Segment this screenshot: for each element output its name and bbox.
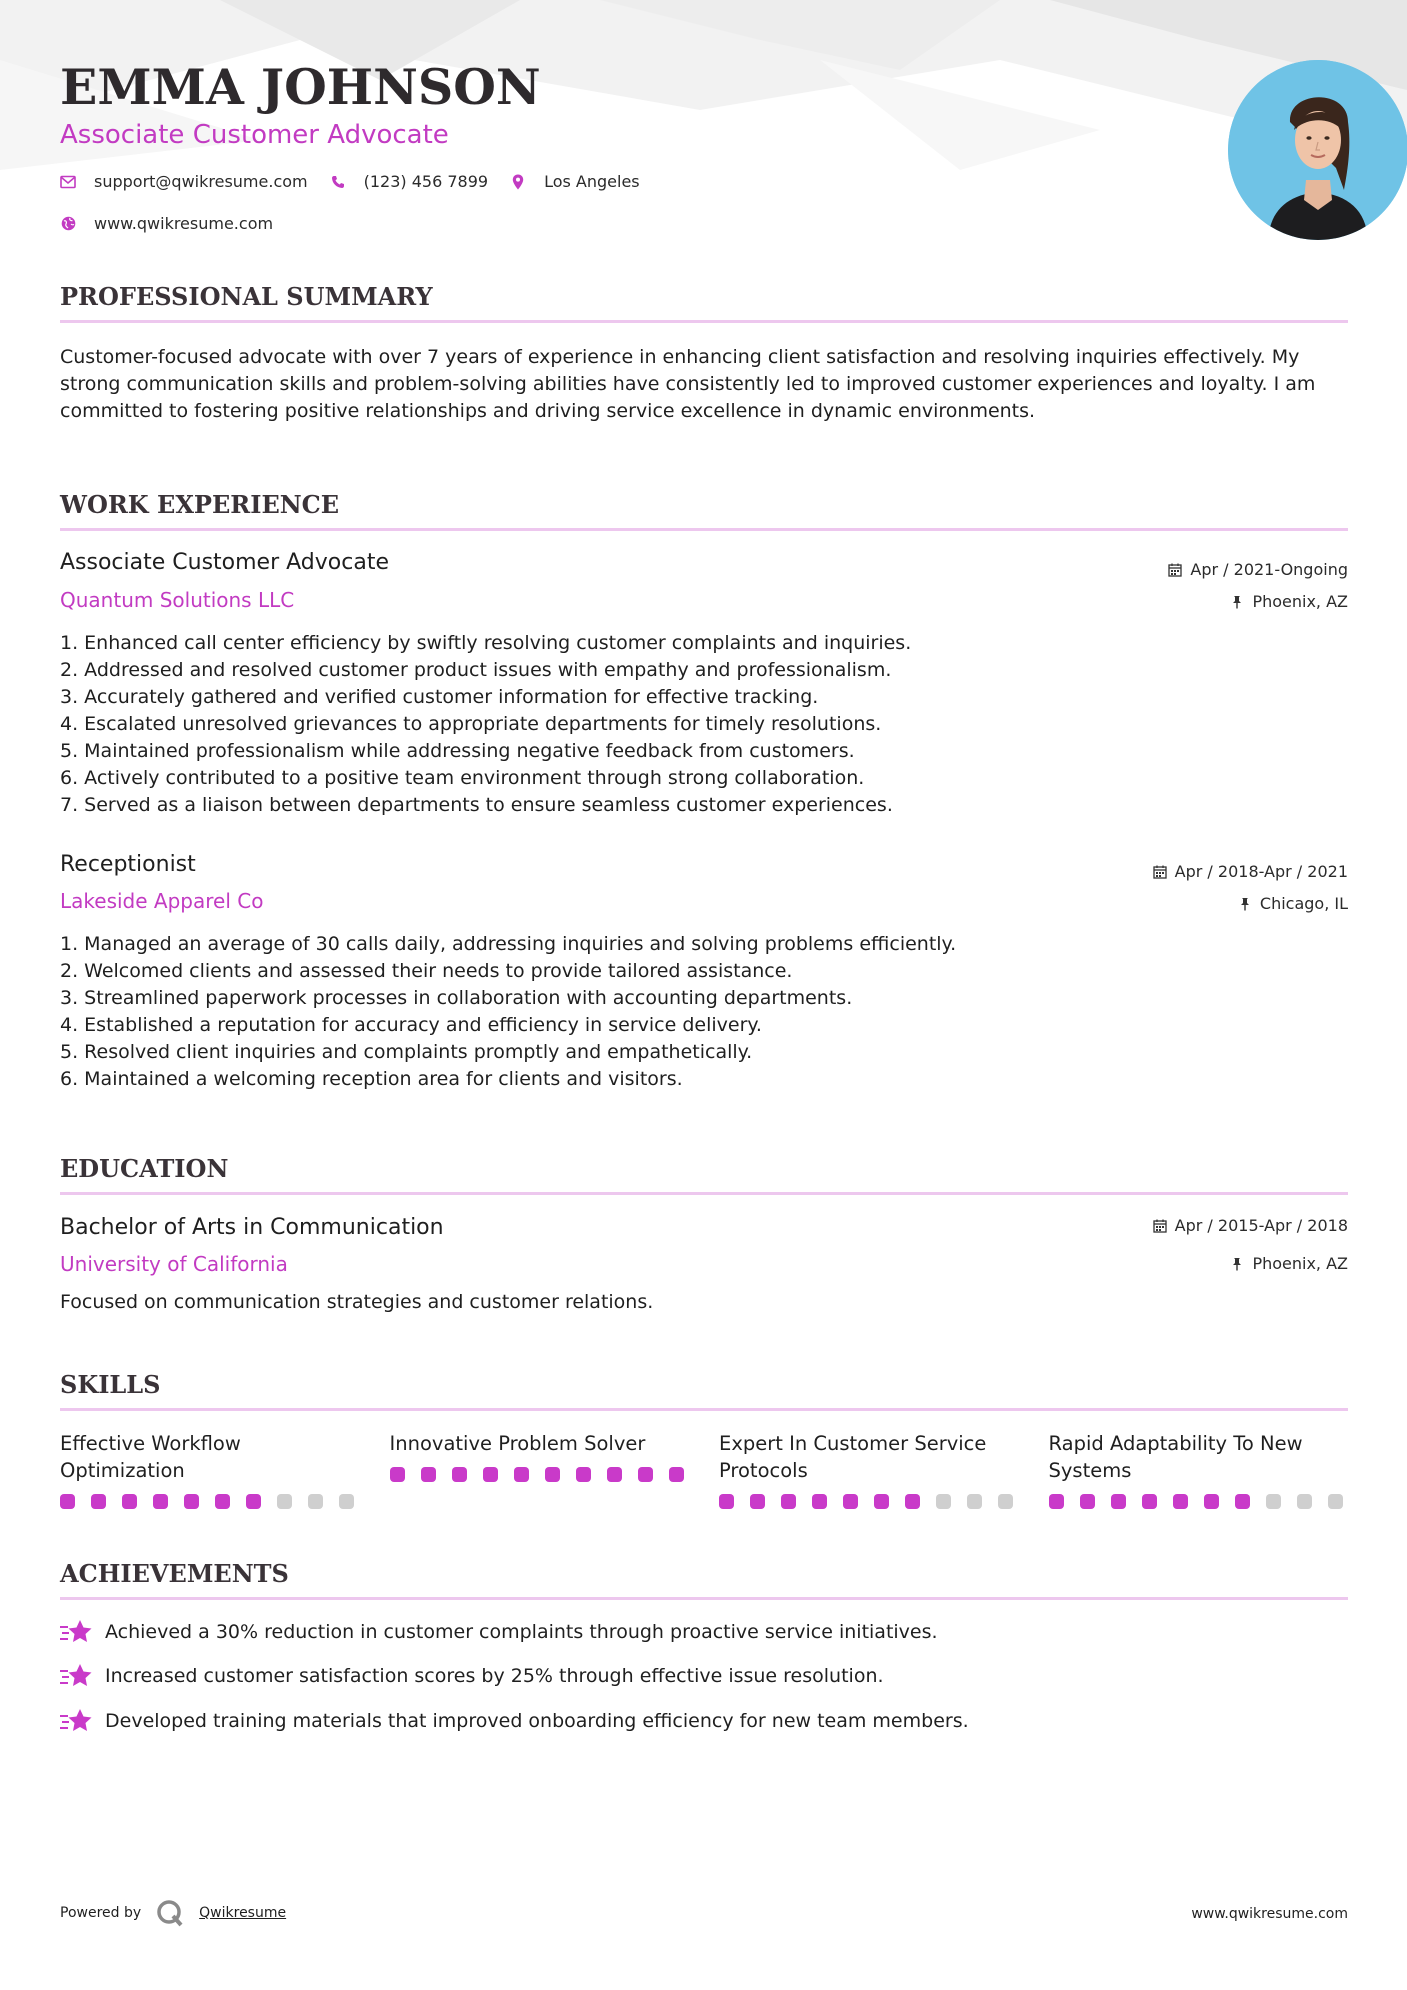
education-location xyxy=(1230,1254,1348,1273)
profile-photo xyxy=(1228,60,1407,240)
rating-dot-filled xyxy=(669,1467,684,1482)
skill-item xyxy=(1049,1430,1349,1530)
list-item: 3. Streamlined paperwork processes in collaboration with accounting departments. xyxy=(60,987,853,1009)
education-dates-text: Apr / 2015-Apr / 2018 xyxy=(1174,1216,1348,1235)
rating-dot-filled xyxy=(1173,1494,1188,1509)
list-item: 2. Welcomed clients and assessed their needs to provide tailored assistance. xyxy=(60,960,793,982)
rating-dot-empty xyxy=(936,1494,951,1509)
achievement-text: Developed training materials that improved onboarding efficiency for new team members. xyxy=(105,1710,969,1732)
rating-dot-filled xyxy=(905,1494,920,1509)
rating-dot-empty xyxy=(1297,1494,1312,1509)
footer-powered-by xyxy=(60,1898,286,1928)
powered-by-label: Powered by xyxy=(60,1905,142,1921)
rating-dot-filled xyxy=(122,1494,137,1509)
job-company: Lakeside Apparel Co xyxy=(60,889,264,913)
education-degree: Bachelor of Arts in Communication xyxy=(60,1215,444,1240)
email-text: support@qwikresume.com xyxy=(94,172,308,191)
skill-item xyxy=(719,1430,1019,1530)
rating-dot-filled xyxy=(607,1467,622,1482)
list-item: 7. Served as a liaison between departments to ensure seamless customer experiences. xyxy=(60,794,893,816)
rating-dot-filled xyxy=(1080,1494,1095,1509)
header-background-shapes xyxy=(0,0,1407,300)
phone-icon xyxy=(330,174,346,190)
skill-rating xyxy=(719,1494,1013,1509)
achievements-divider xyxy=(60,1597,1348,1600)
calendar-icon xyxy=(1168,563,1182,577)
rating-dot-filled xyxy=(1235,1494,1250,1509)
rating-dot-filled xyxy=(60,1494,75,1509)
rating-dot-empty xyxy=(277,1494,292,1509)
list-item: 5. Resolved client inquiries and complaints promptly and empathetically. xyxy=(60,1041,753,1063)
pushpin-icon xyxy=(1230,1257,1244,1271)
achievement-item xyxy=(60,1662,884,1690)
rating-dot-filled xyxy=(215,1494,230,1509)
achievement-text: Increased customer satisfaction scores by 25% through effective issue resolution. xyxy=(105,1665,884,1687)
skill-name: Innovative Problem Solver xyxy=(389,1432,646,1455)
job-location-text: Phoenix, AZ xyxy=(1252,592,1348,611)
rating-dot-filled xyxy=(843,1494,858,1509)
rating-dot-filled xyxy=(719,1494,734,1509)
star-icon xyxy=(60,1662,92,1690)
star-icon xyxy=(60,1618,92,1646)
list-item: 4. Established a reputation for accuracy and efficiency in service delivery. xyxy=(60,1014,762,1036)
job-title: Receptionist xyxy=(60,852,196,877)
skill-item xyxy=(390,1430,690,1530)
rating-dot-filled xyxy=(1204,1494,1219,1509)
rating-dot-empty xyxy=(967,1494,982,1509)
website-text: www.qwikresume.com xyxy=(94,214,274,233)
rating-dot-filled xyxy=(390,1467,405,1482)
rating-dot-filled xyxy=(750,1494,765,1509)
list-item: 6. Actively contributed to a positive team environment through strong collaboration. xyxy=(60,767,865,789)
list-item: 3. Accurately gathered and verified customer information for effective tracking. xyxy=(60,686,819,708)
education-divider xyxy=(60,1192,1348,1195)
job-dates xyxy=(1168,560,1348,579)
rating-dot-filled xyxy=(812,1494,827,1509)
rating-dot-filled xyxy=(153,1494,168,1509)
rating-dot-filled xyxy=(576,1467,591,1482)
list-item: 4. Escalated unresolved grievances to appropriate departments for timely resolutions. xyxy=(60,713,882,735)
summary-text: Customer-focused advocate with over 7 years of experience in enhancing client satisfaction and resolving inquiries effectively. My strong communication skills and problem-solving abilities have consistently led to improved customer experiences and loyalty. I am committed to fostering positive relationships and driving service excellence in dynamic environments. xyxy=(60,346,1316,422)
skill-rating xyxy=(60,1494,354,1509)
rating-dot-filled xyxy=(1142,1494,1157,1509)
contact-email[interactable] xyxy=(60,172,308,191)
calendar-icon xyxy=(1153,865,1167,879)
contact-row-secondary xyxy=(60,214,295,233)
rating-dot-filled xyxy=(545,1467,560,1482)
rating-dot-filled xyxy=(514,1467,529,1482)
summary-divider xyxy=(60,320,1348,323)
job-dates-text: Apr / 2018-Apr / 2021 xyxy=(1174,862,1348,881)
achievement-text: Achieved a 30% reduction in customer complaints through proactive service initiatives. xyxy=(105,1621,938,1643)
skill-rating xyxy=(1049,1494,1343,1509)
calendar-icon xyxy=(1153,1219,1167,1233)
pushpin-icon xyxy=(1230,595,1244,609)
list-item: 5. Maintained professionalism while addressing negative feedback from customers. xyxy=(60,740,855,762)
envelope-icon xyxy=(60,174,76,190)
skill-rating xyxy=(390,1467,684,1482)
job-location-text: Chicago, IL xyxy=(1259,894,1348,913)
experience-heading: WORK EXPERIENCE xyxy=(60,490,340,519)
skill-name: Expert In Customer Service Protocols xyxy=(719,1432,987,1482)
rating-dot-empty xyxy=(339,1494,354,1509)
contact-location xyxy=(510,172,640,191)
candidate-name: EMMA JOHNSON xyxy=(60,58,541,116)
list-item: 1. Enhanced call center efficiency by swiftly resolving customer complaints and inquiries. xyxy=(60,632,912,654)
experience-divider xyxy=(60,528,1348,531)
rating-dot-empty xyxy=(1266,1494,1281,1509)
rating-dot-filled xyxy=(483,1467,498,1482)
rating-dot-filled xyxy=(781,1494,796,1509)
skill-item xyxy=(60,1430,360,1530)
map-pin-icon xyxy=(510,174,526,190)
job-bullet-list xyxy=(60,931,1348,1093)
rating-dot-filled xyxy=(184,1494,199,1509)
rating-dot-filled xyxy=(246,1494,261,1509)
skill-name: Rapid Adaptability To New Systems xyxy=(1048,1432,1303,1482)
rating-dot-filled xyxy=(1049,1494,1064,1509)
star-icon xyxy=(60,1707,92,1735)
achievement-item xyxy=(60,1707,969,1735)
summary-heading: PROFESSIONAL SUMMARY xyxy=(60,282,433,311)
rating-dot-empty xyxy=(1328,1494,1343,1509)
contact-row-primary xyxy=(60,172,662,191)
rating-dot-filled xyxy=(91,1494,106,1509)
rating-dot-filled xyxy=(874,1494,889,1509)
list-item: 6. Maintained a welcoming reception area for clients and visitors. xyxy=(60,1068,683,1090)
contact-website[interactable] xyxy=(60,214,273,233)
pushpin-icon xyxy=(1238,897,1252,911)
skill-name: Effective Workflow Optimization xyxy=(60,1432,241,1482)
list-item: 2. Addressed and resolved customer product issues with empathy and professionalism. xyxy=(60,659,892,681)
job-location xyxy=(1230,592,1348,611)
education-heading: EDUCATION xyxy=(60,1154,229,1183)
rating-dot-filled xyxy=(421,1467,436,1482)
skills-grid xyxy=(60,1430,1348,1530)
rating-dot-filled xyxy=(1111,1494,1126,1509)
candidate-title: Associate Customer Advocate xyxy=(60,120,449,150)
education-description: Focused on communication strategies and customer relations. xyxy=(60,1291,654,1313)
achievements-heading: ACHIEVEMENTS xyxy=(60,1559,289,1588)
qwikresume-logo-icon xyxy=(155,1898,185,1928)
rating-dot-empty xyxy=(308,1494,323,1509)
footer-website[interactable]: www.qwikresume.com xyxy=(1191,1906,1348,1922)
rating-dot-empty xyxy=(998,1494,1013,1509)
education-location-text: Phoenix, AZ xyxy=(1252,1254,1348,1273)
job-location xyxy=(1238,894,1348,913)
list-item: 1. Managed an average of 30 calls daily, addressing inquiries and solving problems efficiently. xyxy=(60,933,957,955)
location-text: Los Angeles xyxy=(544,172,640,191)
skills-divider xyxy=(60,1408,1348,1411)
skills-heading: SKILLS xyxy=(60,1370,161,1399)
job-dates xyxy=(1153,862,1348,881)
contact-phone[interactable] xyxy=(330,172,488,191)
phone-text: (123) 456 7899 xyxy=(363,172,489,191)
job-bullet-list xyxy=(60,630,1348,819)
job-title: Associate Customer Advocate xyxy=(60,550,389,575)
rating-dot-filled xyxy=(452,1467,467,1482)
globe-icon xyxy=(60,216,76,232)
rating-dot-filled xyxy=(638,1467,653,1482)
education-school: University of California xyxy=(60,1252,288,1276)
job-company: Quantum Solutions LLC xyxy=(60,588,295,612)
job-dates-text: Apr / 2021-Ongoing xyxy=(1190,560,1348,579)
achievement-item xyxy=(60,1618,938,1646)
brand-link[interactable]: Qwikresume xyxy=(199,1905,287,1921)
education-dates xyxy=(1153,1216,1348,1235)
